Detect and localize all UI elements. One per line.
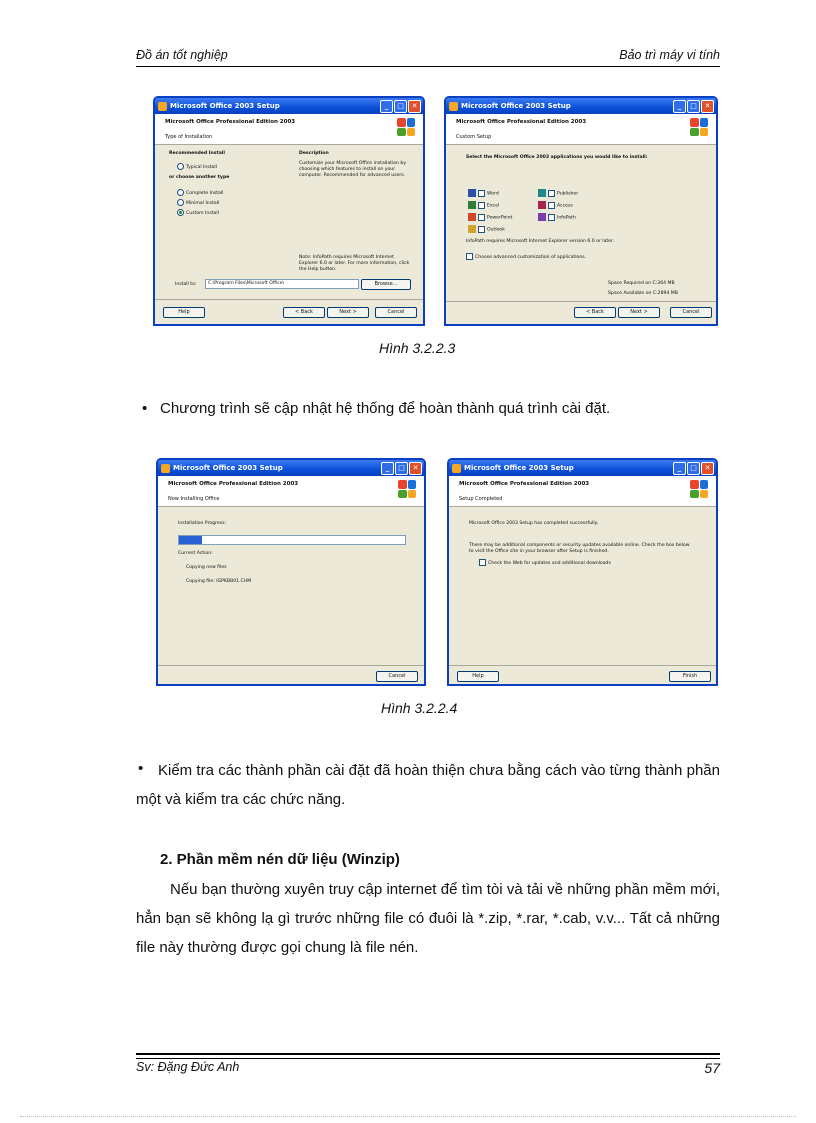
space-required: Space Required on C:364 MB [608,281,675,286]
page-number: 57 [704,1060,720,1076]
header-right: Bảo trì máy vi tính [619,48,720,62]
browse-button[interactable]: Browse... [361,279,411,290]
cancel-button[interactable]: Cancel [670,307,712,318]
instruction-text: Select the Microsoft Office 2003 applications you would like to install: [466,155,648,160]
powerpoint-icon [468,213,476,221]
minimize-icon[interactable]: _ [673,100,686,113]
minimize-icon[interactable]: _ [381,462,394,475]
back-button[interactable]: < Back [283,307,325,318]
progress-bar [178,535,406,545]
or-choose-label: or choose another type [169,175,230,180]
current-action-text: Copying new files [186,565,227,570]
office-setup-icon [158,102,167,111]
setup-window-completed [447,458,718,686]
infopath-note: Note: InfoPath requires Microsoft Internet Explorer 6.0 or later. For more information, click the Help button. [299,255,410,272]
step-title: Setup Completed [459,496,503,502]
step-title: Now Installing Office [168,496,220,502]
back-button[interactable]: < Back [574,307,616,318]
minimal-install-radio[interactable]: Minimal Install [177,199,219,206]
office-setup-icon [161,464,170,473]
description-text: Customize your Microsoft Office installation by choosing which features to install on your computer. Recommended for advanced users. [299,161,407,178]
custom-install-radio[interactable]: Custom Install [177,209,219,216]
title-bar: Microsoft Office 2003 Setup _ □ ✕ [449,460,716,476]
close-icon[interactable]: ✕ [409,462,422,475]
current-action-label: Current Action: [178,551,213,556]
next-button[interactable]: Next > [327,307,369,318]
wizard-header [446,114,716,145]
infopath-note: InfoPath requires Microsoft Internet Explorer version 6.0 or later. [466,239,614,244]
office-logo-icon [690,480,708,498]
app-infopath[interactable]: InfoPath [538,213,576,221]
office-logo-icon [398,480,416,498]
bullet-icon: • [142,400,148,417]
title-bar: Microsoft Office 2003 Setup _ □ ✕ [446,98,716,114]
section-title: 2. Phần mềm nén dữ liệu (Winzip) [160,851,400,868]
figure-caption-2: Hình 3.2.2.4 [381,700,458,716]
wizard-header [449,476,716,507]
infopath-icon [538,213,546,221]
product-name: Microsoft Office Professional Edition 2003 [459,481,590,487]
next-button[interactable]: Next > [618,307,660,318]
bullet-text-1: Chương trình sẽ cập nhật hệ thống để hoàn thành quá trình cài đặt. [160,400,611,417]
maximize-icon[interactable]: □ [395,462,408,475]
app-excel[interactable]: Excel [468,201,499,209]
wizard-header [158,476,424,507]
advanced-customization-checkbox[interactable]: Choose advanced customization of applications. [466,253,586,260]
title-bar: Microsoft Office 2003 Setup _ □ ✕ [158,460,424,476]
cancel-button[interactable]: Cancel [376,671,418,682]
close-icon[interactable]: ✕ [701,462,714,475]
footer-rule [136,1053,720,1055]
close-icon[interactable]: ✕ [408,100,421,113]
product-name: Microsoft Office Professional Edition 2003 [165,119,296,125]
progress-fill [179,536,202,544]
completed-message: Microsoft Office 2003 Setup has completed successfully. [469,521,599,526]
description-title: Description [299,151,329,156]
step-title: Type of Installation [165,134,213,140]
product-name: Microsoft Office Professional Edition 2003 [456,119,587,125]
setup-window-installing [156,458,426,686]
app-publisher[interactable]: Publisher [538,189,578,197]
app-access[interactable]: Access [538,201,573,209]
footer-rule-thin [136,1058,720,1059]
typical-install-radio[interactable]: Typical Install [177,163,217,170]
product-name: Microsoft Office Professional Edition 2003 [168,481,299,487]
minimize-icon[interactable]: _ [380,100,393,113]
body-paragraph: Nếu bạn thường xuyên truy cập internet để tìm tòi và tải về những phần mềm mới, hẳn bạn sẽ không lạ gì trước những file có đuôi là *.zip, *.rar, *.cab, v.v... Tất cả những file này thường được gọi chung là file nén. [136,881,720,956]
outlook-icon [468,225,476,233]
additional-info-text: There may be additional components or security updates available online. Check the box below to visit the Office site in your browser after Setup is finished. [469,543,690,554]
setup-window-type [153,96,425,326]
wizard-header [155,114,423,145]
bullet-text-2: Kiểm tra các thành phần cài đặt đã hoàn thiện chưa bằng cách vào từng thành phần một và kiểm tra các chức năng. [136,762,720,808]
install-path-input[interactable]: C:\Program Files\Microsoft Office\ [205,279,359,289]
complete-install-radio[interactable]: Complete Install [177,189,223,196]
maximize-icon[interactable]: □ [394,100,407,113]
office-setup-icon [449,102,458,111]
maximize-icon[interactable]: □ [687,100,700,113]
step-title: Custom Setup [456,134,492,140]
access-icon [538,201,546,209]
publisher-icon [538,189,546,197]
finish-button[interactable]: Finish [669,671,711,682]
app-word[interactable]: Word [468,189,499,197]
title-bar: Microsoft Office 2003 Setup _ □ ✕ [155,98,423,114]
bullet-icon: • [138,760,144,777]
page-edge [20,1116,796,1117]
copying-file-text: Copying file: IGPKBB01.CHM [186,579,252,584]
space-available: Space Available on C:2894 MB [608,291,678,296]
app-powerpoint[interactable]: PowerPoint [468,213,512,221]
header-left: Đồ án tốt nghiệp [136,48,228,62]
close-icon[interactable]: ✕ [701,100,714,113]
word-icon [468,189,476,197]
figure-caption-1: Hình 3.2.2.3 [379,340,456,356]
recommended-label: Recommended Install [169,151,225,156]
office-logo-icon [690,118,708,136]
header-rule [136,66,720,67]
page-header [136,48,720,66]
install-to-label: Install to: [175,282,197,287]
app-outlook[interactable]: Outlook [468,225,505,233]
office-setup-icon [452,464,461,473]
excel-icon [468,201,476,209]
progress-label: Installation Progress: [178,521,227,526]
help-button[interactable]: Help [163,307,205,318]
maximize-icon[interactable]: □ [687,462,700,475]
office-logo-icon [397,118,415,136]
minimize-icon[interactable]: _ [673,462,686,475]
help-button[interactable]: Help [457,671,499,682]
setup-window-custom [444,96,718,326]
footer-author: Sv: Đặng Đức Anh [136,1060,240,1074]
cancel-button[interactable]: Cancel [375,307,417,318]
check-web-checkbox[interactable]: Check the Web for updates and additional downloads [479,559,611,566]
